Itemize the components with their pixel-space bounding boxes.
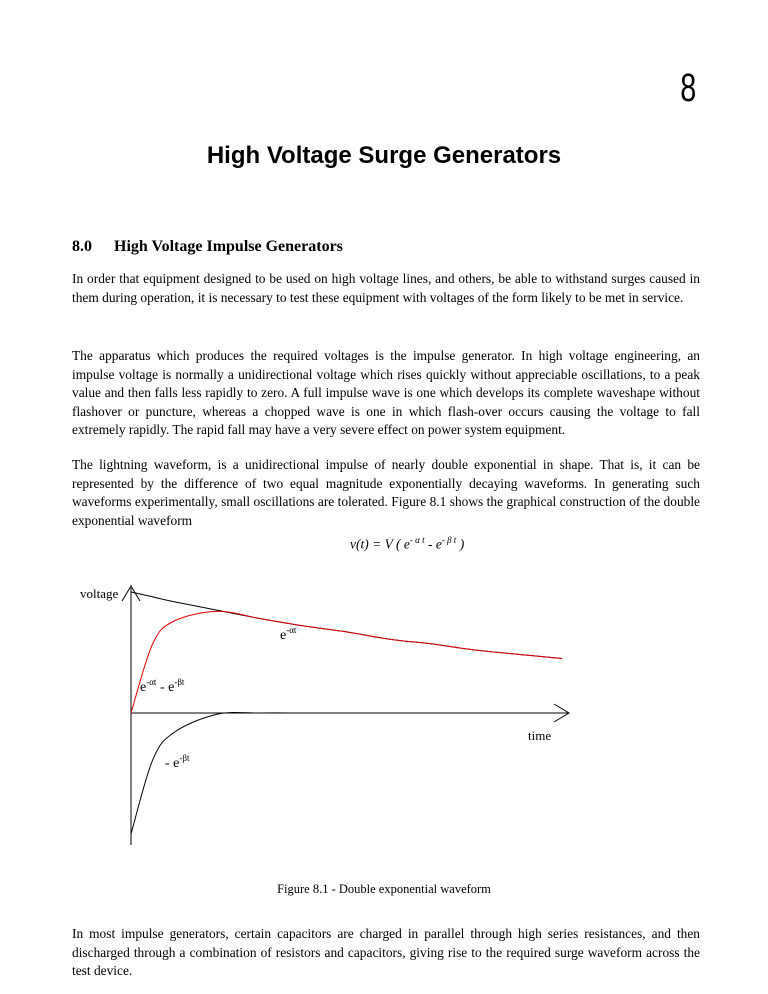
label-difference: $e^{-\alpha t} - e^{-\beta t}$	[140, 677, 185, 695]
equation-exponent-alpha: - α t	[409, 535, 425, 545]
paragraph-2: The apparatus which produces the required voltages is the impulse generator. In high voltage engineering, an impulse voltage is normally a unidirectional voltage which rises quickly without appreciable oscillations, to a peak value and then falls less rapidly to zero. A full impulse wave is one which develops its complete waveshape without flashover or puncture, whereas a chopped wave is one in which flash-over occurs causing the voltage to fall extremely rapidly. The rapid fall may have a very severe effect on power system equipment.	[72, 348, 700, 438]
equation-rhs: )	[456, 536, 465, 552]
section-number: 8.0	[72, 238, 92, 255]
equation-exponent-beta: - β t	[441, 535, 457, 545]
equation-mid: - e	[424, 536, 442, 552]
page-title: High Voltage Surge Generators	[206, 142, 562, 169]
chapter-number: 8	[679, 66, 696, 110]
paragraph-4: In most impulse generators, certain capacitors are charged in parallel through high series resistances, and then discharged through a combination of resistors and capacitors, giving rise to the required surge waveform across the test device.	[72, 926, 700, 979]
double-exponential-figure	[0, 580, 768, 880]
negative-beta-exponential-curve	[131, 712, 562, 834]
paragraph-3: The lightning waveform, is a unidirectional impulse of nearly double exponential in shape. That is, it can be represented by the difference of two equal magnitude exponentially decaying waveforms. In generating such waveforms experimentally, small oscillations are tolerated. Figure 8.1 shows the graphical construction of the double exponential waveform	[72, 457, 700, 528]
x-axis-label: time	[528, 728, 552, 743]
label-alpha: $e^{-\alpha t}$	[280, 625, 297, 643]
label-beta: - $e^{-\beta t}$	[165, 753, 190, 771]
waveform-equation	[350, 535, 464, 553]
alpha-exponential-curve	[131, 592, 562, 659]
equation-lhs: v(t) = V ( e	[350, 536, 410, 552]
paragraph-1: In order that equipment designed to be used on high voltage lines, and others, be able to withstand surges caused in them during operation, it is necessary to test these equipment with voltages of the form likely to be met in service.	[72, 271, 700, 305]
difference-curve	[131, 611, 562, 713]
figure-caption: Figure 8.1 - Double exponential waveform	[277, 882, 491, 896]
section-heading: High Voltage Impulse Generators	[114, 238, 343, 255]
y-axis-label: voltage	[80, 586, 119, 601]
section-header	[72, 238, 343, 256]
